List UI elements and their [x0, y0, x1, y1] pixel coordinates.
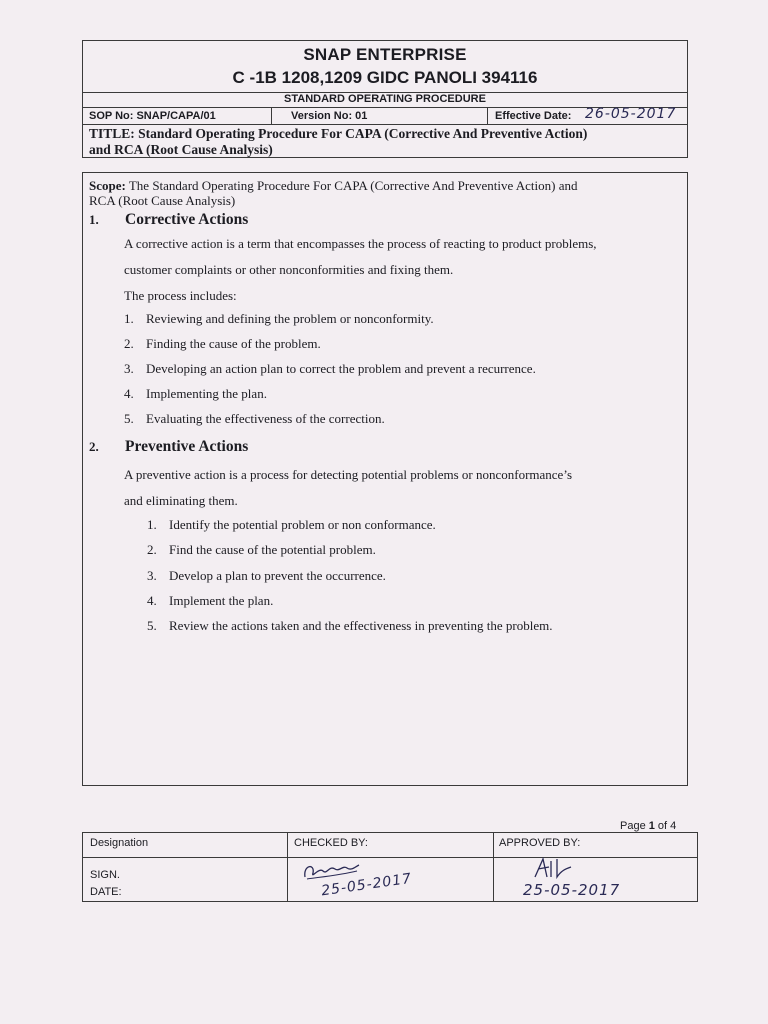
scope-label: Scope:	[89, 178, 126, 193]
date-label: DATE:	[90, 886, 122, 898]
section-heading	[89, 211, 248, 229]
list-item: 4. Implementing the plan.	[124, 386, 267, 401]
paragraph-line: A preventive action is a process for detecting potential problems or nonconformance’s	[124, 467, 572, 482]
document-header	[82, 40, 688, 158]
section-title: Corrective Actions	[125, 211, 249, 228]
list-item: 2. Finding the cause of the problem.	[124, 336, 321, 351]
section-number: 1.	[89, 212, 99, 227]
list-item: 5. Evaluating the effectiveness of the correction.	[124, 411, 385, 426]
list-item: 4. Implement the plan.	[147, 593, 274, 608]
section-paragraph	[124, 462, 679, 514]
section-paragraph	[124, 231, 679, 283]
list-item: 3. Develop a plan to prevent the occurrence.	[147, 568, 386, 583]
section-heading	[89, 438, 248, 456]
divider	[487, 108, 488, 124]
list-item: 1. Identify the potential problem or non conformance.	[147, 517, 436, 532]
list-item: 3. Developing an action plan to correct the problem and prevent a recurrence.	[124, 361, 536, 376]
list-item: 5. Review the actions taken and the effectiveness in preventing the problem.	[147, 618, 553, 633]
sign-label: SIGN.	[90, 869, 120, 881]
divider	[271, 108, 272, 124]
paragraph-line: A corrective action is a term that encompasses the process of reacting to product problems,	[124, 236, 597, 251]
checked-by-date: 25-05-2017	[320, 870, 414, 900]
document-title	[89, 126, 681, 158]
company-address: C -1B 1208,1209 GIDC PANOLI 394116	[232, 68, 538, 87]
sop-number: SOP No: SNAP/CAPA/01	[89, 110, 216, 122]
checked-by-header: CHECKED BY:	[294, 837, 368, 849]
effective-date-label: Effective Date:	[495, 110, 572, 122]
document-type: STANDARD OPERATING PROCEDURE	[284, 93, 486, 105]
title-line: and RCA (Root Cause Analysis)	[89, 142, 273, 157]
designation-header: Designation	[90, 837, 149, 849]
signature-table	[82, 832, 698, 902]
page-number: Page 1 of 4	[620, 820, 677, 832]
company-name: SNAP ENTERPRISE	[303, 45, 467, 64]
effective-date: 26-05-2017	[585, 106, 677, 122]
divider	[83, 857, 697, 858]
scope-text: The Standard Operating Procedure For CAPA (Corrective And Preventive Action) and	[125, 178, 578, 193]
approved-by-signature	[531, 855, 575, 881]
approved-by-header: APPROVED BY:	[499, 837, 581, 849]
paragraph-line: customer complaints or other nonconformities and fixing them.	[124, 262, 454, 277]
list-item: 1. Reviewing and defining the problem or nonconformity.	[124, 311, 434, 326]
title-line: TITLE: Standard Operating Procedure For CAPA (Corrective And Preventive Action)	[89, 126, 588, 141]
divider	[83, 124, 687, 125]
document-body	[82, 172, 688, 786]
list-item: 2. Find the cause of the potential problem.	[147, 542, 376, 557]
scope	[89, 178, 673, 208]
section-number: 2.	[89, 439, 99, 454]
sop-info-row	[83, 108, 687, 124]
section-title: Preventive Actions	[125, 438, 249, 455]
divider	[493, 833, 494, 901]
scope-text: RCA (Root Cause Analysis)	[89, 193, 236, 208]
paragraph-line: The process includes:	[124, 288, 237, 303]
approved-by-date: 25-05-2017	[523, 881, 621, 899]
divider	[287, 833, 288, 901]
version-number: Version No: 01	[291, 110, 368, 122]
paragraph-line: and eliminating them.	[124, 493, 238, 508]
